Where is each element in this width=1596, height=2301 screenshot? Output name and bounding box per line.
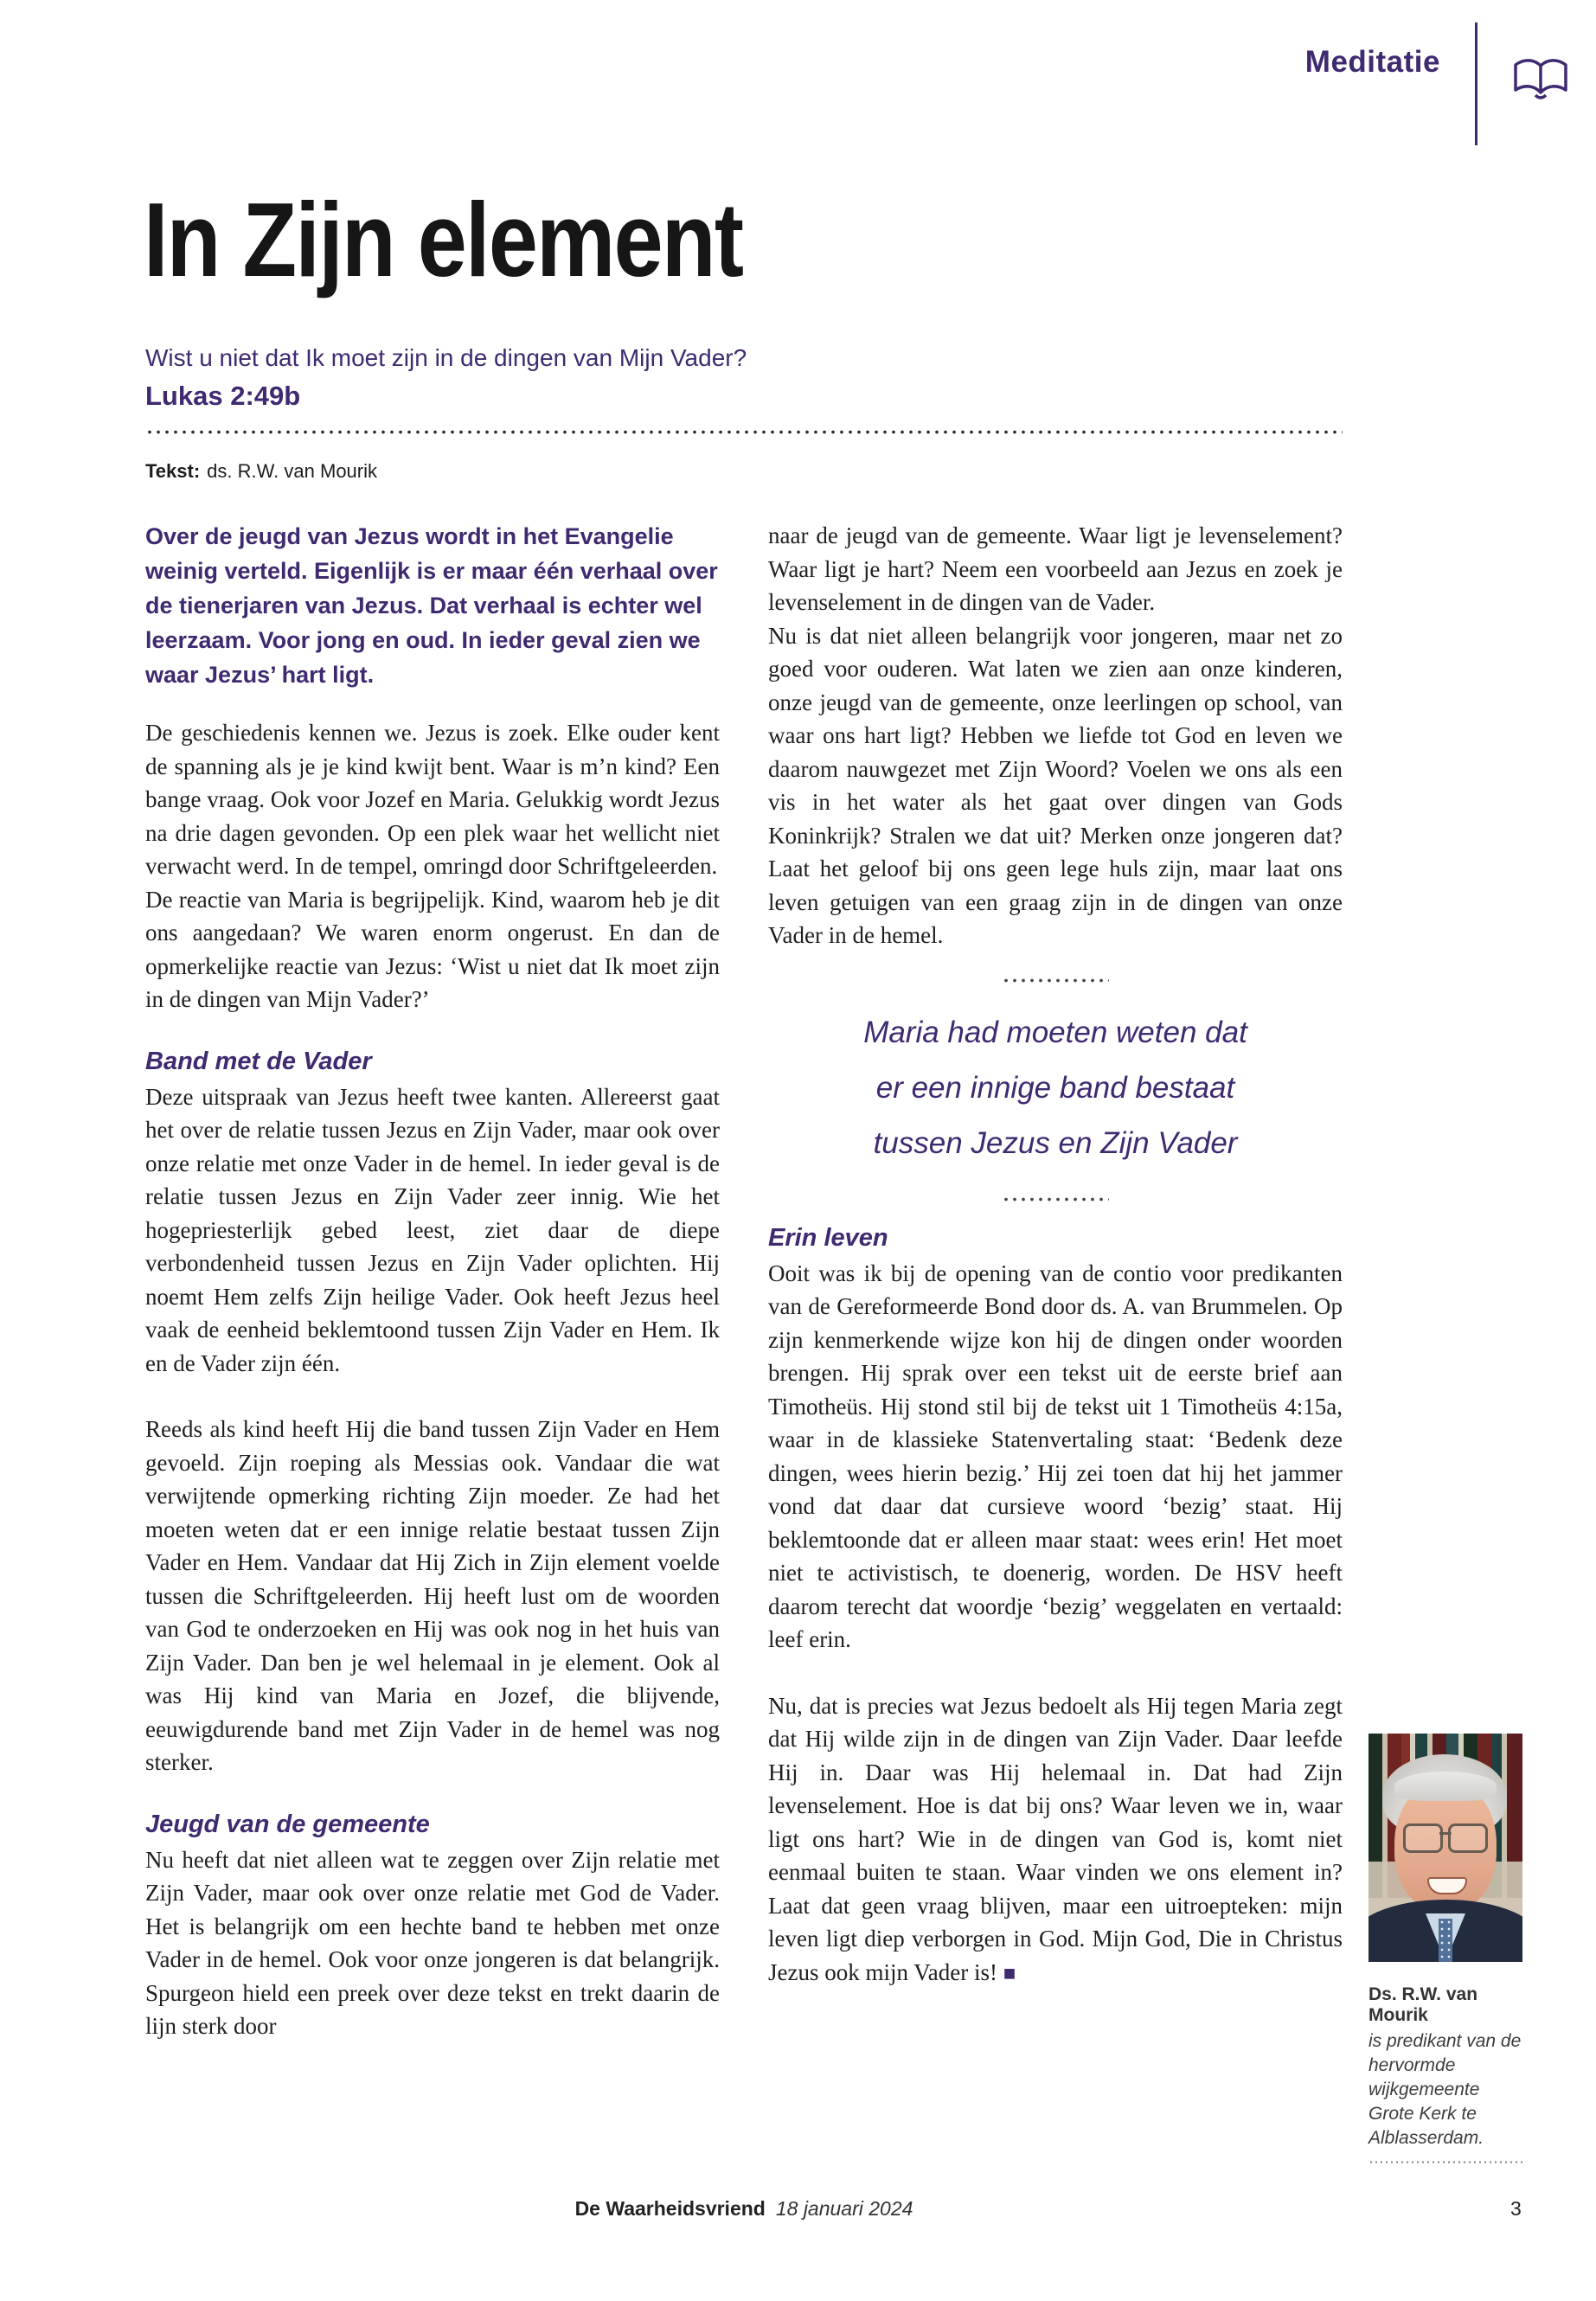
subheading-jeugd-van-de-gemeente: Jeugd van de gemeente: [145, 1810, 430, 1838]
pull-quote: Maria had moeten weten dat er een innige band bestaat tussen Jezus en Zijn Vader: [863, 1015, 1247, 1160]
byline-author: ds. R.W. van Mourik: [207, 460, 378, 482]
glasses: [1403, 1823, 1488, 1851]
article-intro: Over de jeugd van Jezus wordt in het Evangelie weinig verteld. Eigenlijk is er maar één verhaal over de tienerjaren van Jezus. Dat verhaal is echter wel leerzaam. Voor jong en oud. In ieder geval zien we waar Jezus’ hart ligt.: [145, 523, 718, 688]
section-label: Meditatie: [1304, 45, 1440, 79]
verse-quote: Wist u niet dat Ik moet zijn in de dingen van Mijn Vader?: [145, 344, 747, 371]
masthead-divider: [1475, 22, 1477, 145]
article-columns: [145, 519, 1343, 2043]
caption-dotted-rule: [1368, 2161, 1522, 2163]
paragraph: Reeds als kind heeft Hij die band tussen Zijn Vader en Hem gevoeld. Zijn roeping als Messias ook. Vandaar die wat verwijtende opmerking richting Zijn moeder. Ze had het moeten weten dat er een innige relatie bestaat tussen Zijn Vader en Hem. Vandaar dat Hij Zich in Zijn element voelde tussen die Schriftgeleerden. Hij heeft lust om de woorden van God te onderzoeken en Hij was ook nog in het huis van Zijn Vader. Dan ben je wel helemaal in je element. Ook al was Hij kind van Maria en Jozef, die blijvende, eeuwigdurende band met Zijn Vader in de hemel was nog sterker.: [145, 1416, 720, 1775]
paragraph: Deze uitspraak van Jezus heeft twee kanten. Allereerst gaat het over de relatie tussen Jezus en Zijn Vader, maar ook over onze relatie met onze Vader in de hemel. In ieder geval is de relatie tussen Jezus en Zijn Vader zeer innig. Wie het hogepriesterlijk gebed leest, ziet daar de diepe verbondenheid tussen Jezus en Zijn Vader oplichten. Hij noemt Hem zelfs Zijn heilige Vader. Ook heeft Jezus heel vaak de eenheid beklemtoond tussen Zijn Vader en Hem. Ik en de Vader zijn één.: [145, 1083, 720, 1376]
author-photo: [1368, 1734, 1522, 1962]
author-bio: is predikant van de hervormde wijkgemeente Grote Kerk te Alblasserdam.: [1368, 2031, 1522, 2148]
verse-reference: Lukas 2:49b: [145, 381, 301, 411]
paragraph: Nu heeft dat niet alleen wat te zeggen over Zijn relatie met Zijn Vader, maar ook over onze relatie met God de Vader. Het is belangrijk om een hechte band te hebben met onze Vader in de hemel. Ook voor onze jongeren is dat belangrijk. Spurgeon hield een preek over deze tekst en trekt daarin de lijn sterk door: [145, 1846, 720, 2039]
subheading-erin-leven: Erin leven: [768, 1223, 888, 1252]
paragraph: [768, 1689, 1343, 1991]
paragraph: Nu is dat niet alleen belangrijk voor jongeren, maar net zo goed voor ouderen. Wat laten we zien aan onze kinderen, onze jeugd van de gemeente, onze leerlingen op school, van waar ons hart ligt? Hebben we liefde tot God en leven we daarom nauwgezet met Zijn Woord? Voelen we ons als een vis in het water als het gaat over dingen van Gods Koninkrijk? Stralen we dat uit? Merken onze jongeren dat? Laat het geloof bij ons geen lege huls zijn, maar laat ons leven getuigen van een graag zijn in de dingen van onze Vader in de hemel.: [768, 622, 1343, 948]
issue-date: 18 januari 2024: [775, 2197, 913, 2220]
column-right: [768, 519, 1343, 2043]
paragraph: Ooit was ik bij de opening van de contio voor predikanten van de Gereformeerde Bond door ds. A. van Brummelen. Op zijn kenmerkende wijze kon hij de dingen onder woorden brengen. Hij sprak over een tekst uit de eerste brief aan Timotheüs. Hij stond stil bij de tekst uit 1 Timotheüs 4:15a, waar in de klassieke Statenvertaling staat: ‘Bedenk deze dingen, wees hierin bezig.’ Hij zei toen dat hij het jammer vond dat daar dat cursieve woord ‘bezig’ staat. Hij beklemtoonde dat er alleen maar staat: wees erin! Het moet niet te activistisch, te doenerig, worden. De HSV heeft daarom terecht dat woordje ‘bezig’ weggelaten en vertaald: leef erin.: [768, 1259, 1343, 1652]
dotted-rule: [145, 430, 1343, 434]
author-name: Ds. R.W. van Mourik: [1368, 1984, 1478, 2025]
paragraph-text: Nu, dat is precies wat Jezus bedoelt als Hij tegen Maria zegt dat Hij wilde zijn in de dingen van Zijn Vader. Daar leefde Hij in. Daar was Hij helemaal in. Dat had Zijn levenselement. Hoe is dat bij ons? Waar leven we in, waar ligt ons hart? Wie in de dingen van God is, komt niet eenmaal buiten te staan. Waar vinden we ons element in? Laat dat geen vraag blijven, maar een uitroepteken: mijn leven ligt diep verborgen in God. Mijn God, Die in Christus Jezus ook mijn Vader is!: [768, 1692, 1343, 1985]
byline-label: Tekst:: [145, 460, 201, 482]
page-number: 3: [1510, 2197, 1522, 2220]
paragraph: De reactie van Maria is begrijpelijk. Kind, waarom heb je dit ons aangedaan? We waren enorm ongerust. En dan de opmerkelijke reactie van Jezus: ‘Wist u niet dat Ik moet zijn in de dingen van Mijn Vader?’: [145, 886, 720, 1012]
page-footer: [145, 2197, 1343, 2221]
column-left: [145, 519, 720, 2043]
page-title: In Zijn element: [144, 181, 743, 298]
paragraph: naar de jeugd van de gemeente. Waar ligt je levenselement? Waar ligt je hart? Neem een voorbeeld aan Jezus en zoek je levenselement in de dingen van de Vader.: [768, 522, 1343, 615]
dotted-separator: [1002, 1197, 1109, 1202]
magazine-name: De Waarheidsvriend: [574, 2197, 766, 2220]
byline: [145, 460, 377, 483]
paragraph: De geschiedenis kennen we. Jezus is zoek. Elke ouder kent de spanning als je je kind kwijt bent. Waar is m’n kind? Een bange vraag. Ook voor Jozef en Maria. Gelukkig wordt Jezus na drie dagen gevonden. Op een plek waar het wellicht niet verwacht werd. In de tempel, omringd door Schriftgeleerden.: [145, 720, 720, 879]
subheading-band-met-de-vader: Band met de Vader: [145, 1047, 372, 1075]
article-end-mark: ■: [1003, 1961, 1016, 1985]
dotted-separator: [1002, 978, 1109, 983]
open-book-icon: [1512, 57, 1569, 102]
author-box: [1368, 1734, 1522, 2163]
